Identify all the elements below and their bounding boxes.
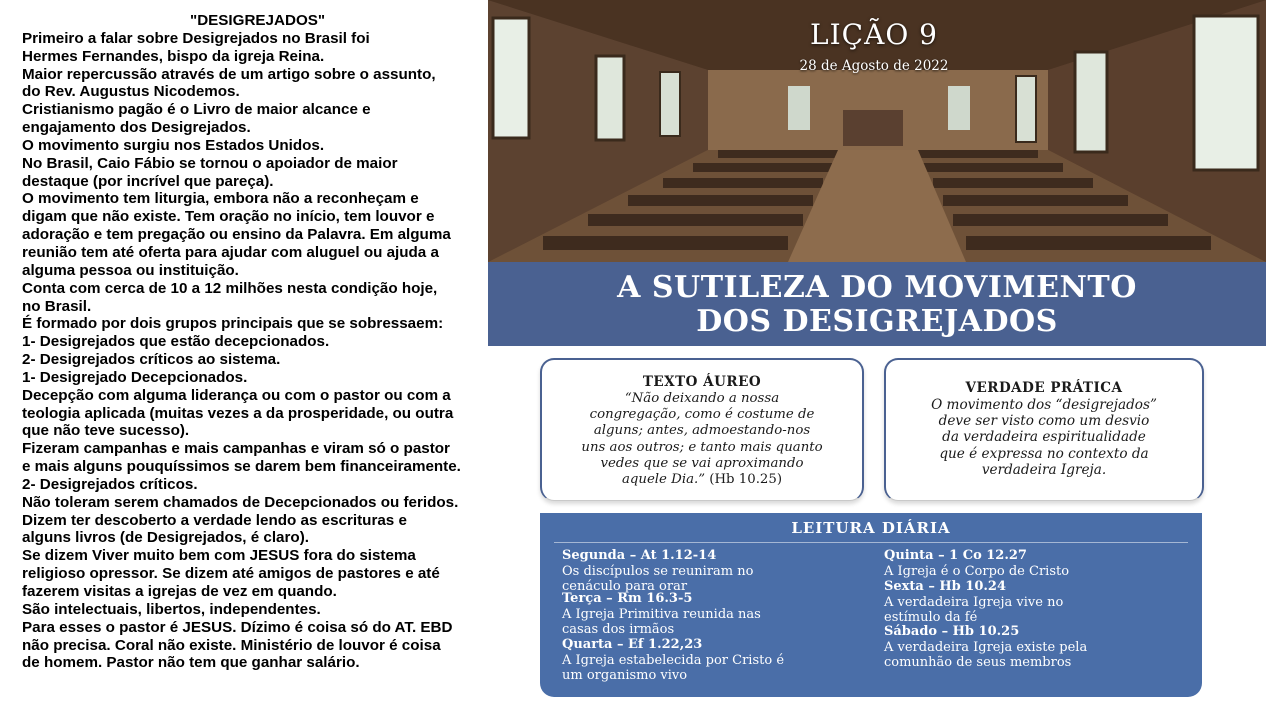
lesson-panel — [488, 0, 1266, 720]
notes-line: reunião tem até oferta para ajudar com aluguel ou ajuda a — [22, 243, 439, 261]
notes-line: Fizeram campanhas e mais campanhas e viram só o pastor — [22, 440, 450, 458]
practical-truth-body — [886, 397, 1202, 478]
reading-text: A verdadeira Igreja vive no — [884, 594, 1064, 610]
lesson-number: LIÇÃO 9 — [810, 18, 938, 51]
golden-text-line: alguns; antes, admoestando-nos — [593, 423, 811, 439]
reading-text: A Igreja Primitiva reunida nas — [562, 606, 761, 622]
golden-text-card — [540, 358, 864, 501]
lesson-date: 28 de Agosto de 2022 — [799, 58, 949, 74]
notes-line: Não toleram serem chamados de Decepcionados ou feridos. — [22, 493, 459, 511]
notes-line: destaque (por incrível que pareça). — [22, 172, 274, 190]
notes-line: fazerem visitas a igrejas de vez em quando. — [22, 583, 337, 600]
notes-line: alguma pessoa ou instituição. — [22, 261, 239, 279]
reading-text: A verdadeira Igreja existe pela — [884, 639, 1088, 655]
notes-line: É formado por dois grupos principais que se sobressaem: — [22, 315, 444, 333]
golden-text-line: uns aos outros; e tanto mais quanto — [581, 439, 823, 455]
notes-line: digam que não existe. Tem oração no início, tem louvor e — [22, 208, 435, 226]
practical-truth-line: verdadeira Igreja. — [981, 461, 1107, 478]
golden-text-line: vedes que se vai aproximando — [600, 455, 804, 471]
practical-truth-line: da verdadeira espiritualidade — [942, 429, 1146, 446]
notes-line: não precisa. Coral não existe. Ministério de louvor é coisa — [22, 636, 441, 654]
notes-column — [22, 12, 492, 672]
golden-text-reference: (Hb 10.25) — [709, 472, 783, 488]
notes-line: Hermes Fernandes, bispo da igreja Reina. — [22, 47, 325, 65]
lesson-title-line-2: DOS DESIGREJADOS — [696, 304, 1058, 339]
notes-line: Conta com cerca de 10 a 12 milhões nesta condição hoje, — [22, 279, 438, 297]
notes-line: 1- Desigrejado Decepcionados. — [22, 368, 248, 386]
reading-day: Sábado – Hb 10.25 — [884, 624, 1020, 639]
reading-text: comunhão de seus membros — [884, 655, 1072, 670]
daily-reading-divider — [554, 542, 1188, 543]
daily-reading-item — [562, 548, 832, 595]
lesson-title-banner — [488, 262, 1266, 346]
daily-reading-box — [540, 513, 1202, 697]
practical-truth-card — [884, 358, 1204, 501]
golden-text-body — [542, 391, 862, 488]
notes-line: e mais alguns pouquíssimos se darem bem financeiramente. — [22, 458, 461, 476]
lesson-title-line-1: A SUTILEZA DO MOVIMENTO — [617, 270, 1137, 305]
notes-line: adoração e tem pregação ou ensino da Palavra. Em alguma — [22, 226, 451, 244]
notes-line: 2- Desigrejados críticos ao sistema. — [22, 351, 281, 369]
golden-text-line — [556, 472, 848, 488]
notes-line: teologia aplicada (muitas vezes a da prosperidade, ou outra — [22, 404, 454, 422]
daily-reading-item — [884, 579, 1154, 626]
notes-line: de homem. Pastor não tem que ganhar salário. — [22, 654, 360, 672]
practical-truth-line: que é expressa no contexto da — [939, 445, 1149, 462]
notes-line: do Rev. Augustus Nicodemos. — [22, 83, 240, 101]
notes-line: alguns livros (de Desigrejados, é claro). — [22, 529, 309, 547]
notes-line: O movimento tem liturgia, embora não a reconheçam e — [22, 190, 419, 208]
notes-line: no Brasil. — [22, 297, 92, 315]
golden-text-line: “Não deixando a nossa — [624, 391, 780, 406]
notes-line: Maior repercussão através de um artigo sobre o assunto, — [22, 65, 436, 83]
practical-truth-line: deve ser visto como um desvio — [938, 413, 1150, 430]
practical-truth-heading: VERDADE PRÁTICA — [965, 380, 1123, 396]
notes-line: O movimento surgiu nos Estados Unidos. — [22, 136, 325, 154]
reading-text: A Igreja é o Corpo de Cristo — [884, 563, 1070, 579]
church-interior-image — [488, 0, 1266, 262]
daily-reading-heading: LEITURA DIÁRIA — [791, 519, 951, 537]
notes-line: religioso opressor. Se dizem até amigos de pastores e até — [22, 565, 440, 583]
reading-text: Os discípulos se reuniram no — [562, 563, 754, 579]
reading-day: Segunda – At 1.12-14 — [562, 548, 717, 563]
notes-line: engajamento dos Desigrejados. — [22, 119, 251, 137]
golden-text-heading: TEXTO ÁUREO — [642, 374, 762, 390]
notes-line: Primeiro a falar sobre Desigrejados no Brasil foi — [22, 29, 370, 47]
practical-truth-line: O movimento dos “desigrejados” — [931, 397, 1157, 413]
reading-text: estímulo da fé — [884, 610, 978, 625]
notes-line: que não teve sucesso). — [22, 422, 190, 440]
reading-text: A Igreja estabelecida por Cristo é — [562, 652, 785, 668]
notes-line: No Brasil, Caio Fábio se tornou o apoiador de maior — [22, 154, 398, 172]
notes-line: Cristianismo pagão é o Livro de maior alcance e — [22, 101, 371, 119]
notes-line: Decepção com alguma liderança ou com o pastor ou com a — [22, 386, 451, 404]
notes-line: São intelectuais, libertos, independentes. — [22, 600, 321, 618]
reading-day: Quinta – 1 Co 12.27 — [884, 548, 1027, 563]
notes-title: "DESIGREJADOS" — [190, 12, 326, 29]
daily-reading-item — [562, 637, 832, 684]
reading-day: Sexta – Hb 10.24 — [884, 579, 1006, 594]
notes-line: 1- Desigrejados que estão decepcionados. — [22, 333, 330, 351]
daily-reading-item — [884, 624, 1154, 671]
notes-line: Para esses o pastor é JESUS. Dízimo é coisa só do AT. EBD — [22, 618, 453, 636]
reading-text: cenáculo para orar — [562, 579, 688, 594]
reading-text: um organismo vivo — [562, 668, 688, 683]
notes-line: 2- Desigrejados críticos. — [22, 475, 198, 493]
notes-line: Dizem ter descoberto a verdade lendo as escrituras e — [22, 511, 407, 529]
daily-reading-item — [884, 548, 1154, 579]
reading-text: casas dos irmãos — [562, 622, 675, 637]
daily-reading-item — [562, 591, 832, 638]
reading-day: Terça – Rm 16.3-5 — [562, 591, 693, 606]
golden-text-line: congregação, como é costume de — [589, 407, 815, 423]
reading-day: Quarta – Ef 1.22,23 — [562, 637, 703, 652]
notes-line: Se dizem Viver muito bem com JESUS fora do sistema — [22, 547, 416, 565]
golden-text-last-line: aquele Dia.” — [621, 472, 706, 488]
